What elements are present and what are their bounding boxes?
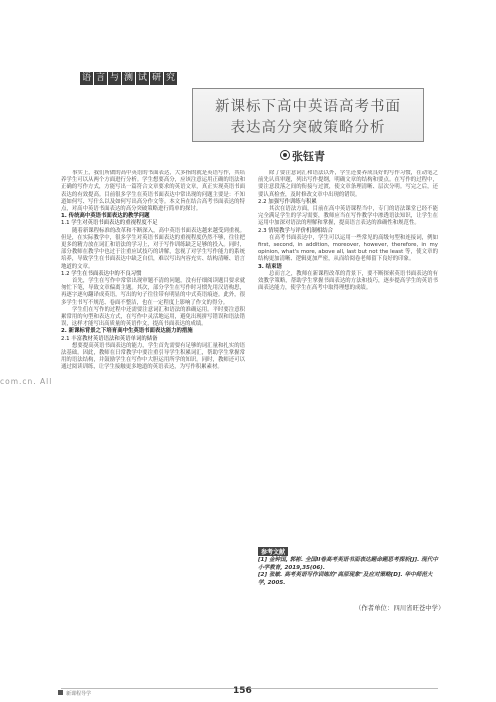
section-heading: 1. 传统高中英语书面表达的教学问题 xyxy=(61,213,150,220)
body-paragraph: 总而言之，教师在新课程改革的背景下，要不断探索英语书面表达的有效教学策略，帮助学生掌握书面表达的方法和技巧，逐步提高学生的英语书面表达能力，使学生在高考中取得理想的成绩。 xyxy=(258,270,438,292)
section-heading: 1.1 学生对英语书面表达的重视程度不足 xyxy=(61,220,158,227)
section-tag-char: 测 xyxy=(123,73,133,83)
title-line-1: 新课标下高中英语高考书面 xyxy=(215,99,401,115)
body-paragraph: 除了要注意词汇和语法以外，学生还要养成良好的写作习惯，在动笔之前先认真审题，列出写作提纲，明确文章的结构和要点。在写作的过程中，要注意段落之间的衔接与过渡，使文章条理清晰、层次分明。写完之后，还要认真检查，及时修改文章中出现的错误。 xyxy=(258,170,438,198)
section-heading: 2.1 丰富教材英语语法和英语单词的储备 xyxy=(61,335,158,342)
article-title xyxy=(192,88,424,142)
section-tag-char: 与 xyxy=(109,73,119,83)
section-tag-char: 研 xyxy=(151,73,161,83)
section-tag-char: 语 xyxy=(81,73,91,83)
section-heading: 2. 新课标背景之下培育高中生英语书面表达能力的措施 xyxy=(61,328,193,335)
author-name: 张钰青 xyxy=(292,150,325,163)
body-paragraph: 学生们在写作的过程中还需要注意词汇和语法的准确运用。平时要注意积累常用的句型和表达方式，在写作中灵活地运用，避免出现拼写错误和语法错误，这样才能写出高质量的英语作文，提高书面表达的成绩。 xyxy=(61,306,245,328)
body-paragraph: 想要提高英语书面表达的能力，学生首先需要有足够的词汇量和扎实的语法基础。因此，教师在日常教学中要注重引导学生积累词汇，帮助学生掌握常用的语法结构，并鼓励学生在写作中大胆运用所学的知识。同时，教师还可以通过阅读训练，让学生接触更多地道的英语表达，为写作积累素材。 xyxy=(61,342,245,371)
left-column xyxy=(61,170,245,680)
body-paragraph: 随着新课程标准的改革和不断深入，高中英语书面表达越来越受到重视。但是，在实际教学中，很多学生对英语书面表达的重视程度仍然不够，往往把更多的精力放在词汇和语法的学习上，对于写作训练缺乏足够的投入。同时，部分教师在教学中也过于注重应试技巧的讲解，忽视了对学生写作能力的系统培养，导致学生在书面表达中缺乏自信，难以写出内容充实、结构清晰、语言地道的文章。 xyxy=(61,227,245,270)
reference-item: [2] 张敏. 高考英语写作训练的"高原现象"及应对策略[D]. 华中师范大学, 2005. xyxy=(258,572,433,586)
journal-name: 新课程导学 xyxy=(66,691,92,697)
body-paragraph: 在高考书面表达中，学生可以运用一些常见的高级句型和连接词，例如 first, second, in addition, moreover, however, therefore, in my opinion, what's more, above all, last but not the least 等，使文章的结构更加清晰、逻辑更加严密，从而给阅卷老师留下良好的印象。 xyxy=(258,234,438,263)
body-paragraph: 其次在语法方面，目前在高中英语课程当中，专门的语法课堂已经不能完全满足学生的学习需要，教师应当在写作教学中渗透语法知识，让学生在运用中加深对语法的理解和掌握，提高语言表达的准确性和规范性。 xyxy=(258,206,438,227)
section-heading: 2.2 加强写作训练与积累 xyxy=(258,198,317,205)
author-unit: （作者单位：四川省旺苍中学） xyxy=(355,604,445,612)
references-list xyxy=(258,557,438,587)
references-label: 参考文献 xyxy=(258,547,288,556)
page-number: 156 xyxy=(233,686,252,696)
references-heading xyxy=(258,547,288,556)
section-tag-char: 试 xyxy=(137,73,147,83)
section-heading: 1.2 学生在书面表达中的不良习惯 xyxy=(61,270,142,277)
title-line-2: 表达高分突破策略分析 xyxy=(230,120,386,136)
body-paragraph: 事实上，我们所做的高中英语的书面表达，大多指的就是英语写作，其培养学生可以从两个方面进行分析。学生想要高分，应该注意运用正确的语法和正确的写作方式，方能写出一篇符合文章要求的英语文章，真正实现英语书面表达的有效提高。目前很多学生在英语书面表达中常出现的问题主要是：不知道如何写、写什么以及如何写出高分作文等。本文旨在结合高考书面表达的特点，对高中英语书面表达的高分突破策略进行简单的探讨。 xyxy=(61,170,245,213)
right-column xyxy=(258,170,438,545)
reference-item: [1] 金钟国, 郭彬. 全国II卷高考英语书面表达题命题思考探析[J]. 现代中小学教育, 2019,35(06). xyxy=(258,557,438,571)
watermark-text: com.cn. All xyxy=(0,377,53,386)
body-paragraph: 首先，学生在写作中常常出现审题不清的问题，没有仔细阅读题目要求就匆忙下笔，导致文章偏离主题。其次，部分学生在写作时习惯先用汉语构思，再逐字逐句翻译成英语，写出的句子往往带有明显的中式英语痕迹。此外，很多学生书写不规范、卷面不整洁，也在一定程度上影响了作文的得分。 xyxy=(61,278,245,306)
section-heading: 3. 结束语 xyxy=(258,263,282,270)
section-tag xyxy=(80,72,178,85)
section-tag-char: 究 xyxy=(165,73,175,83)
section-tag-char: 言 xyxy=(95,73,105,83)
section-heading: 2.3 情境教学与评价机制相结合 xyxy=(258,227,333,234)
author-bullet-icon xyxy=(280,150,290,160)
journal-logo-icon xyxy=(58,690,63,695)
